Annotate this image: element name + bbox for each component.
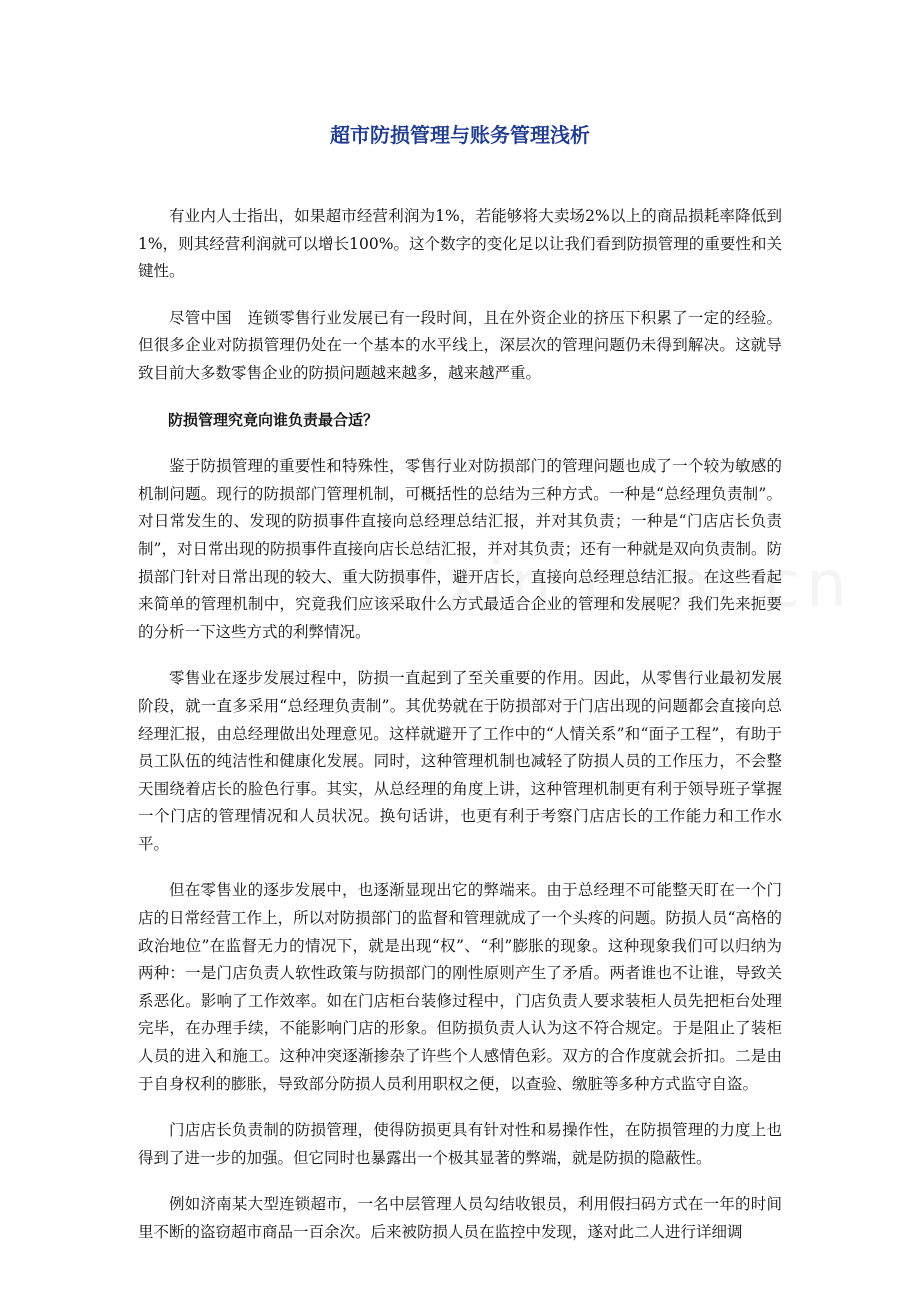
paragraph-background: 尽管中国 连锁零售行业发展已有一段时间，且在外资企业的挤压下积累了一定的经验。但很多企业对防损管理仍处在一个基本的水平线上，深层次的管理问题仍未得到解决。这就导致目前大多数零售企业的防损问题越来越多，越来越严重。 [138,308,782,382]
document-body [138,203,782,1266]
paragraph-store-manager: 门店店长负责制的防损管理，使得防损更具有针对性和易操作性，在防损管理的力度上也得到了进一步的加强。但它同时也暴露出一个极其显著的弊端，就是防损的隐蔽性。 [138,1121,782,1167]
paragraph-drawbacks: 但在零售业的逐步发展中，也逐渐显现出它的弊端来。由于总经理不可能整天盯在一个门店的日常经营工作上，所以对防损部门的监督和管理就成了一个头疼的问题。防损人员“高格的政治地位”在监督无力的情况下，就是出现“权”、“利”膨胀的现象。这种现象我们可以归纳为两种：一是门店负责人软性政策与防损部门的刚性原则产生了矛盾。两者谁也不让谁，导致关系恶化。影响了工作效率。如在门店柜台装修过程中，门店负责人要求装柜人员先把柜台处理完毕，在办理手续，不能影响门店的形象。但防损负责人认为这不符合规定。于是阻止了装柜人员的进入和施工。这种冲突逐渐掺杂了许些个人感情色彩。双方的合作度就会折扣。二是由于自身权利的膨胀，导致部分防损人员利用职权之便，以查验、缴脏等多种方式监守自盗。 [138,881,782,1093]
section-heading: 防损管理究竟向谁负责最合适？ [168,410,379,429]
document-title: 超市防损管理与账务管理浅析 [330,123,590,147]
paragraph-mechanisms: 鉴于防损管理的重要性和特殊性，零售行业对防损部门的管理问题也成了一个较为敏感的机制问题。现行的防损部门管理机制，可概括性的总结为三种方式。一种是“总经理负责制”。对日常发生的、发现的防损事件直接向总经理总结汇报，并对其负责；一种是“门店店长负责制”，对日常出现的防损事件直接向店长总结汇报，并对其负责；还有一种就是双向负责制。防损部门针对日常出现的较大、重大防损事件，避开店长，直接向总经理总结汇报。在这些看起来简单的管理机制中，究竟我们应该采取什么方式最适合企业的管理和发展呢？我们先来扼要的分析一下这些方式的利弊情况。 [138,457,782,641]
paragraph-example: 例如济南某大型连锁超市，一名中层管理人员勾结收银员，利用假扫码方式在一年的时间里不断的盗窃超市商品一百余次。后来被防损人员在监控中发现，遂对此二人进行详细调 [138,1195,782,1241]
paragraph-intro: 有业内人士指出，如果超市经营利润为1%，若能够将大卖场2%以上的商品损耗率降低到1%，则其经营利润就可以增长100%。这个数字的变化足以让我们看到防损管理的重要性和关键性。 [138,207,782,281]
paragraph-gm-responsibility: 零售业在逐步发展过程中，防损一直起到了至关重要的作用。因此，从零售行业最初发展阶段，就一直多采用“总经理负责制”。其优势就在于防损部对于门店出现的问题都会直接向总经理汇报，由总经理做出处理意见。这样就避开了工作中的“人情关系”和“面子工程”，有助于员工队伍的纯洁性和健康化发展。同时，这种管理机制也减轻了防损人员的工作压力，不会整天围绕着店长的脸色行事。其实，从总经理的角度上讲，这种管理机制更有利于领导班子掌握一个门店的管理情况和人员状况。换句话讲，也更有利于考察门店店长的工作能力和工作水平。 [138,669,782,853]
